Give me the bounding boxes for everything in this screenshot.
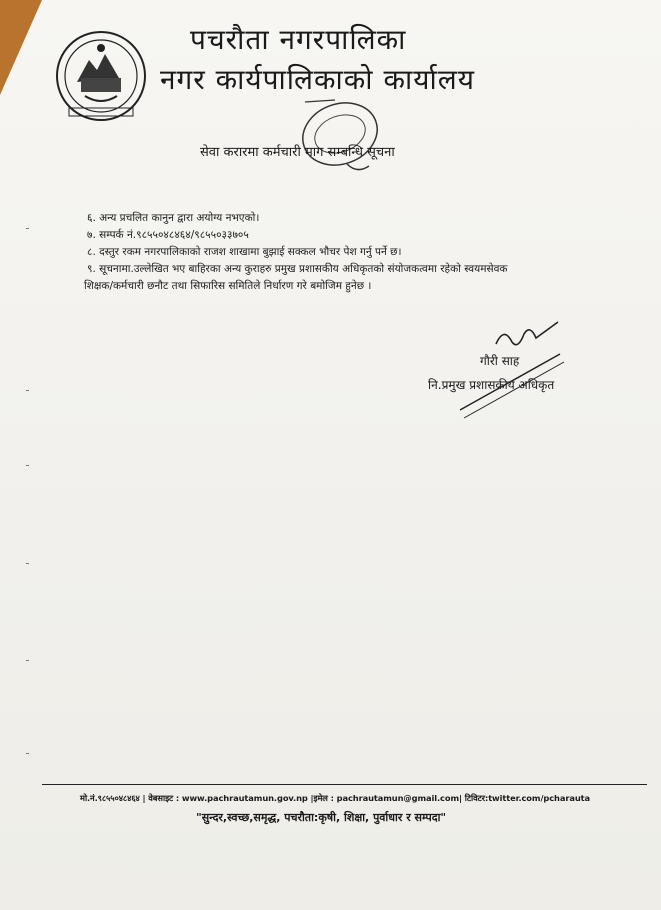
office-seal-stamp xyxy=(285,92,395,182)
signer-name: गौरी साह xyxy=(480,354,520,368)
margin-mark xyxy=(26,228,29,229)
footer-divider xyxy=(42,784,647,785)
official-designation-stamp xyxy=(440,340,570,420)
page-corner-fold xyxy=(0,0,42,95)
margin-mark xyxy=(26,390,29,391)
margin-mark xyxy=(26,465,29,466)
signer-designation: नि.प्रमुख प्रशासकीय अधिकृत xyxy=(428,378,555,392)
municipality-emblem-icon xyxy=(55,30,147,122)
footer-contact-info: मो.नं.९८५५०४८४६४ | वेबसाइट : www.pachrautamun.gov.np |इमेल : pachrautamun@gmail.com| टिविटर:twitter.com/pcharauta xyxy=(80,793,591,803)
margin-mark xyxy=(26,753,29,754)
list-item: ९. सूचनामा.उल्लेखित भए बाहिरका अन्य कुराहरु प्रमुख प्रशासकीय अधिकृतको संयोजकत्वमा रहेको स्वयमसेवक xyxy=(87,263,508,275)
notice-items xyxy=(84,210,607,295)
notice-title: सेवा करारमा कर्मचारी माग सम्बन्धि सूचना xyxy=(200,145,395,160)
margin-mark xyxy=(26,660,29,661)
list-item: ६. अन्य प्रचलित कानुन द्वारा अयोग्य नभएको। xyxy=(87,212,260,224)
list-item: ७. सम्पर्क नं.९८५५०४८४६४/९८५५०३३७०५ xyxy=(87,229,249,241)
list-item-continued: शिक्षक/कर्मचारी छनौट तथा सिफारिस समितिले निर्धारण गरे बमोजिम हुनेछ । xyxy=(84,280,372,292)
list-item: ८. दस्तुर रकम नगरपालिकाको राजश शाखामा बुझाई सक्कल भौचर पेश गर्नु पर्ने छ। xyxy=(87,246,402,258)
office-name: नगर कार्यपालिकाको कार्यालय xyxy=(160,63,475,96)
margin-mark xyxy=(26,563,29,564)
municipality-name: पचरौता नगरपालिका xyxy=(190,23,407,56)
footer-motto: "सुन्दर,स्वच्छ,समृद्ध, पचरौता:कृषी, शिक्षा, पुर्वाधार र सम्पदा" xyxy=(196,811,447,824)
